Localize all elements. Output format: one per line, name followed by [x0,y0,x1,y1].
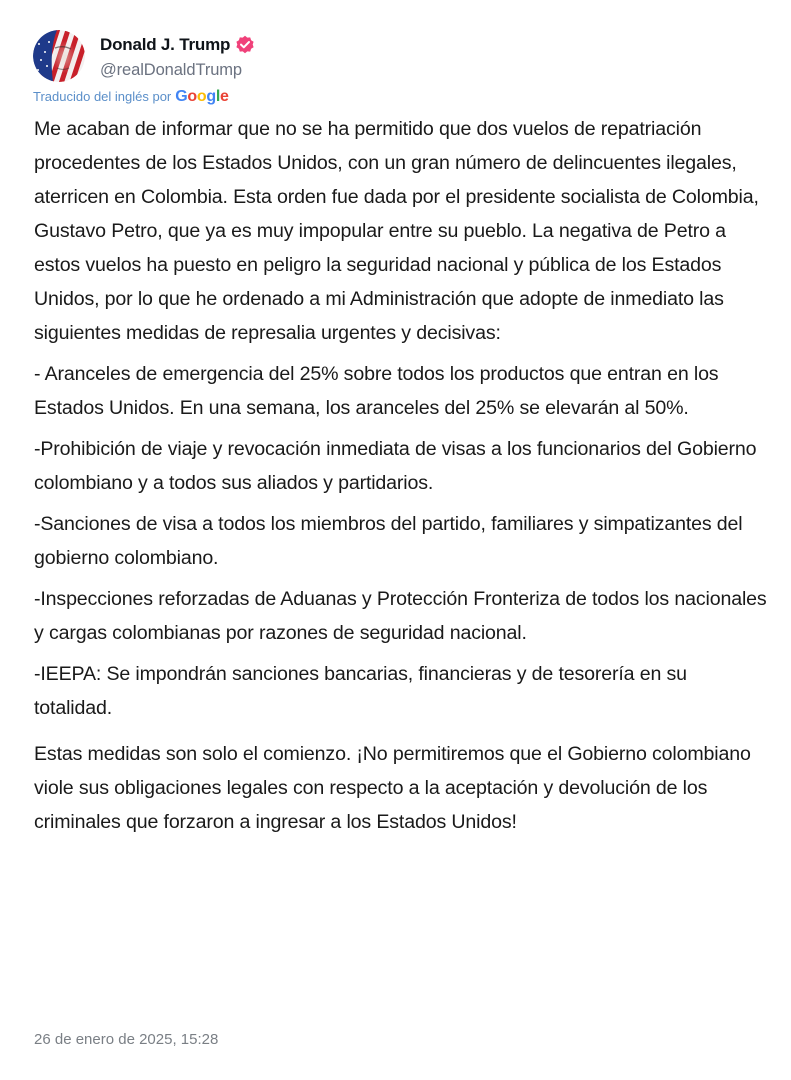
post-paragraph: -IEEPA: Se impondrán sanciones bancarias, financieras y de tesorería en su totalidad. [34,663,687,719]
google-logo-icon: Google [175,88,229,105]
translation-attribution [33,88,229,106]
post-paragraph: Me acaban de informar que no se ha permitido que dos vuelos de repatriación procedentes de los Estados Unidos, con un gran número de delincuentes ilegales, aterricen en Colombia. Esta orden fue dada por el presidente socialista de Colombia, Gustavo Petro, que ya es muy impopular entre su pueblo. La negativa de Petro a estos vuelos ha puesto en peligro la seguridad nacional y pública de los Estados Unidos, por lo que he ordenado a mi Administración que adopte de inmediato las siguientes medidas de represalia urgentes y decisivas: [34,118,759,344]
post-paragraph: -Sanciones de visa a todos los miembros del partido, familiares y simpatizantes del gobierno colombiano. [34,513,743,569]
post-paragraph: -Inspecciones reforzadas de Aduanas y Protección Fronteriza de todos los nacionales y cargas colombianas por razones de seguridad nacional. [34,588,767,644]
post-header [33,30,255,82]
translation-label: Traducido del inglés por [33,89,172,104]
avatar[interactable] [33,30,85,82]
post-timestamp[interactable]: 26 de enero de 2025, 15:28 [34,1031,219,1048]
verified-badge-icon [235,35,255,55]
post-paragraph: - Aranceles de emergencia del 25% sobre todos los productos que entran en los Estados Unidos. En una semana, los aranceles del 25% se elevarán al 50%. [34,363,719,419]
post-paragraph: Estas medidas son solo el comienzo. ¡No permitiremos que el Gobierno colombiano viole sus obligaciones legales con respecto a la aceptación y devolución de los criminales que forzaron a ingresar a los Estados Unidos! [34,743,751,833]
author-display-name[interactable]: Donald J. Trump [100,35,231,54]
avatar-flag-portrait-icon [33,30,85,82]
author-info [100,32,255,80]
post-body [34,112,769,839]
post-paragraph: -Prohibición de viaje y revocación inmediata de visas a los funcionarios del Gobierno colombiano y a todos sus aliados y partidarios. [34,438,757,494]
author-handle[interactable]: @realDonaldTrump [100,61,243,79]
